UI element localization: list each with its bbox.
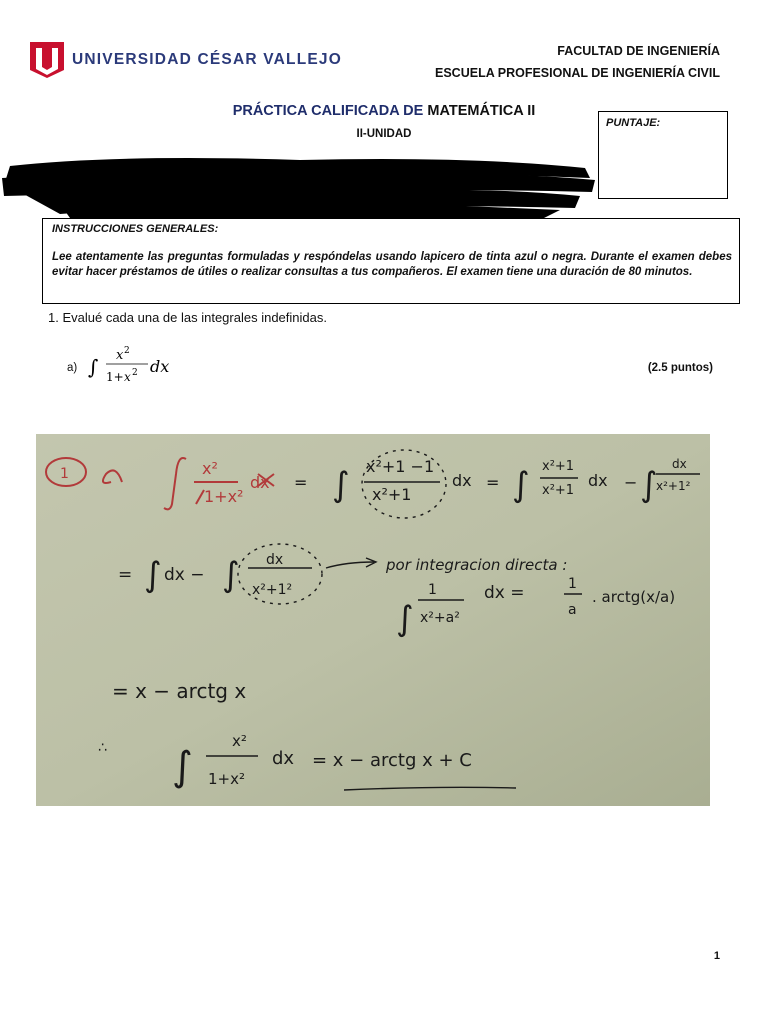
svg-text:x²+1²: x²+1² <box>252 582 293 598</box>
svg-text:∴: ∴ <box>98 740 107 756</box>
svg-text:x²+1²: x²+1² <box>656 479 691 493</box>
title-part2: MATEMÁTICA II <box>427 103 536 119</box>
svg-text:1+: 1+ <box>106 370 124 384</box>
svg-text:∫: ∫ <box>396 599 414 639</box>
svg-text:. arctg(x/a): . arctg(x/a) <box>592 588 676 606</box>
integral-formula <box>86 342 206 392</box>
solution-photo <box>36 434 710 806</box>
svg-text:∫: ∫ <box>512 465 530 505</box>
svg-text:dx: dx <box>588 471 608 490</box>
instructions-heading: INSTRUCCIONES GENERALES: <box>52 223 219 235</box>
handwritten-result: = x − arctg x + C <box>312 750 472 771</box>
svg-text:dx =: dx = <box>484 583 525 603</box>
school-name: ESCUELA PROFESIONAL DE INGENIERÍA CIVIL <box>435 66 720 80</box>
svg-text:x²+a²: x²+a² <box>420 610 460 626</box>
svg-text:dx: dx <box>150 357 170 376</box>
svg-text:x²: x² <box>232 732 247 750</box>
page-number: 1 <box>713 950 720 962</box>
svg-text:∫: ∫ <box>144 555 162 595</box>
svg-text:x²+1 −1: x²+1 −1 <box>366 457 435 476</box>
svg-text:1+x²: 1+x² <box>208 770 246 788</box>
svg-text:∫: ∫ <box>172 744 193 790</box>
svg-text:∫: ∫ <box>222 555 240 595</box>
question-1-text: 1. Evalué cada una de las integrales indefinidas. <box>48 310 327 325</box>
unit-label: II-UNIDAD <box>356 128 412 140</box>
svg-text:2: 2 <box>132 368 138 378</box>
svg-text:1: 1 <box>60 466 69 482</box>
svg-text:∫: ∫ <box>88 355 99 379</box>
svg-text:dx: dx <box>672 457 687 471</box>
title-part1: PRÁCTICA CALIFICADA DE <box>232 103 428 119</box>
instructions-body: Lee atentamente las preguntas formuladas y respóndelas usando lapicero de tinta azul o negra. Durante el examen debes evitar hacer préstamos de útiles o realizar consultas a tus compañeros. El examen tiene una duración de 80 minutos. <box>52 251 732 278</box>
question-points: (2.5 puntos) <box>647 362 713 374</box>
svg-text:1: 1 <box>568 576 577 592</box>
svg-text:x²+1: x²+1 <box>542 459 575 474</box>
logo-text: UNIVERSIDAD CÉSAR VALLEJO <box>72 51 342 68</box>
svg-text:2: 2 <box>124 346 130 356</box>
svg-text:=: = <box>118 565 133 585</box>
svg-text:dx −: dx − <box>164 565 205 585</box>
faculty-name: FACULTAD DE INGENIERÍA <box>557 44 720 58</box>
handwritten-note: por integracion directa : <box>386 556 568 574</box>
svg-text:a: a <box>568 602 577 618</box>
svg-text:dx: dx <box>266 552 284 568</box>
score-label: PUNTAJE: <box>606 117 661 129</box>
handwritten-line3: = x − arctg x <box>112 679 247 703</box>
svg-text:=: = <box>294 473 308 492</box>
svg-text:dx: dx <box>250 473 270 492</box>
svg-text:x: x <box>124 370 131 384</box>
svg-text:dx: dx <box>452 471 472 490</box>
svg-text:x²+1: x²+1 <box>372 485 412 504</box>
svg-text:−: − <box>624 473 638 492</box>
svg-text:dx: dx <box>272 748 295 769</box>
svg-text:∫: ∫ <box>640 465 658 505</box>
redaction-scribble <box>0 152 600 224</box>
svg-text:∫: ∫ <box>332 465 350 505</box>
svg-text:x²+1: x²+1 <box>542 483 575 498</box>
svg-text:=: = <box>486 473 500 492</box>
svg-text:x²: x² <box>202 459 218 478</box>
svg-text:1+x²: 1+x² <box>204 487 244 506</box>
question-part-label: a) <box>67 362 78 374</box>
svg-text:1: 1 <box>428 582 437 598</box>
svg-text:x: x <box>116 348 124 363</box>
